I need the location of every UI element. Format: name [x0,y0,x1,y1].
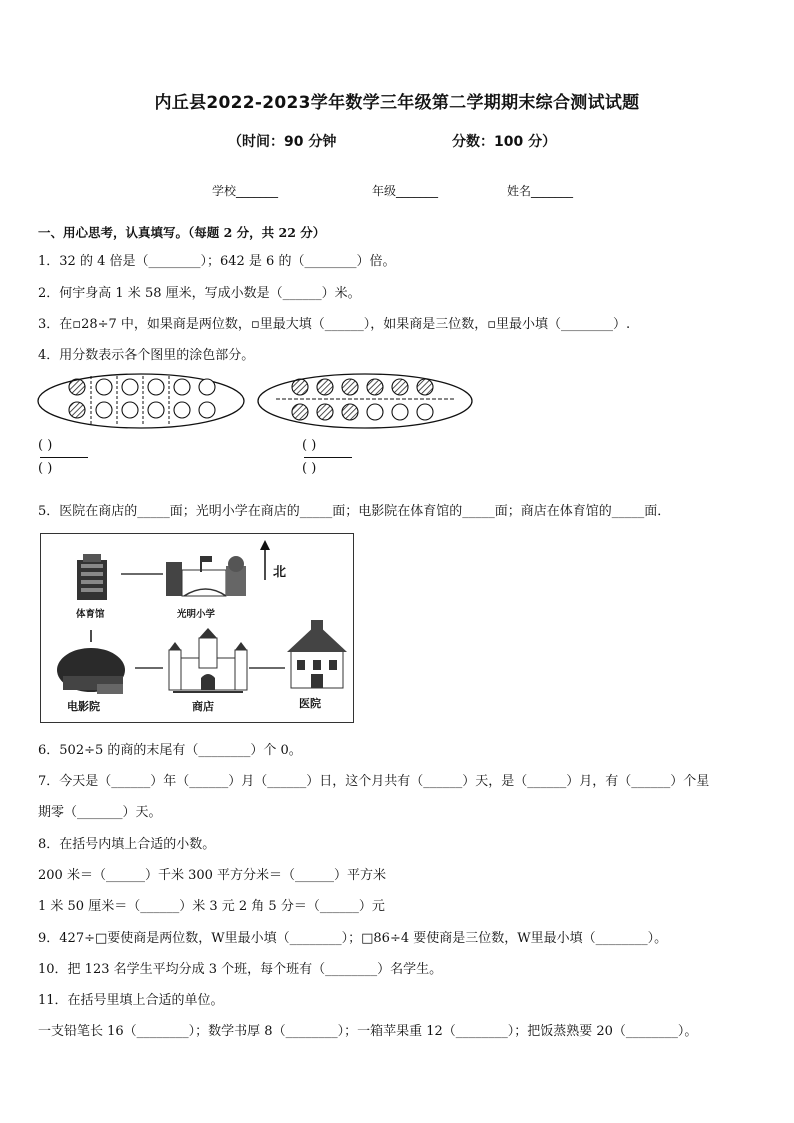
cinema-label: 电影院 [67,700,100,713]
question-4: 4．用分数表示各个图里的涂色部分。 [38,348,255,363]
school-field[interactable]: 学校_______ [212,184,279,198]
question-9: 9．427÷□要使商是两位数，W里最小填（________）；□86÷4 要使商是三位数，W里最小填（________）。 [38,931,668,946]
question-7-line-1: 7．今天是（______）年（______）月（______）日，这个月共有（______）天，是（______）月，有（______）个星 [38,774,710,789]
map-drawing [41,534,353,722]
question-10: 10．把 123 名学生平均分成 3 个班，每个班有（________）名学生。 [38,962,443,977]
exam-score: 分数：100 分） [452,134,557,150]
question-8-a: 200 米＝（______）千米 300 平方分米＝（______）平方米 [38,868,387,883]
gym-building [77,554,107,600]
fraction-1-bar [40,457,88,458]
fraction-figure-1 [36,372,246,430]
fraction-figure-2 [256,372,476,430]
map-figure [40,533,354,723]
section-heading: 一、用心思考，认真填写。（每题 2 分，共 22 分） [38,225,326,240]
question-8-b: 1 米 50 厘米＝（______）米 3 元 2 角 5 分＝（______）元 [38,899,385,914]
fraction-2-bar [304,457,352,458]
question-1: 1．32 的 4 倍是（________）；642 是 6 的（________）倍。 [38,254,396,269]
question-8: 8．在括号内填上合适的小数。 [38,837,216,852]
hospital-label: 医院 [299,697,321,710]
grade-field[interactable]: 年级_______ [372,184,439,198]
fraction-1-denominator[interactable]: ( ) [38,461,53,476]
fraction-2-numerator[interactable]: ( ) [302,438,317,453]
store-label: 商店 [192,700,214,713]
school-building [166,556,246,596]
hospital-building [287,620,347,688]
fraction-2-denominator[interactable]: ( ) [302,461,317,476]
store-building [169,628,247,692]
fraction-1-numerator[interactable]: ( ) [38,438,53,453]
question-7-line-2: 期零（_______）天。 [38,805,162,820]
question-5: 5．医院在商店的_____面；光明小学在商店的_____面；电影院在体育馆的_____面；商店在体育馆的_____面． [38,504,671,519]
question-2: 2．何宇身高 1 米 58 厘米，写成小数是（______）米。 [38,286,361,301]
gym-label: 体育馆 [76,609,105,620]
north-label: 北 [273,565,287,580]
name-field[interactable]: 姓名_______ [507,184,574,198]
page-title: 内丘县2022-2023学年数学三年级第二学期期末综合测试试题 [154,93,640,113]
cinema-building [57,648,125,694]
question-3: 3．在▫28÷7 中，如果商是两位数，▫里最大填（______），如果商是三位数，▫里最小填（________）. [38,317,631,332]
school-label: 光明小学 [177,609,216,620]
exam-time: （时间：90 分钟 [228,134,337,150]
question-6: 6．502÷5 的商的末尾有（________）个 0。 [38,743,302,758]
question-11-a: 一支铅笔长 16（________）；数学书厚 8（________）；一箱苹果重 12（________）；把饭蒸熟要 20（________）。 [38,1024,698,1039]
question-11: 11．在括号里填上合适的单位。 [38,993,224,1008]
